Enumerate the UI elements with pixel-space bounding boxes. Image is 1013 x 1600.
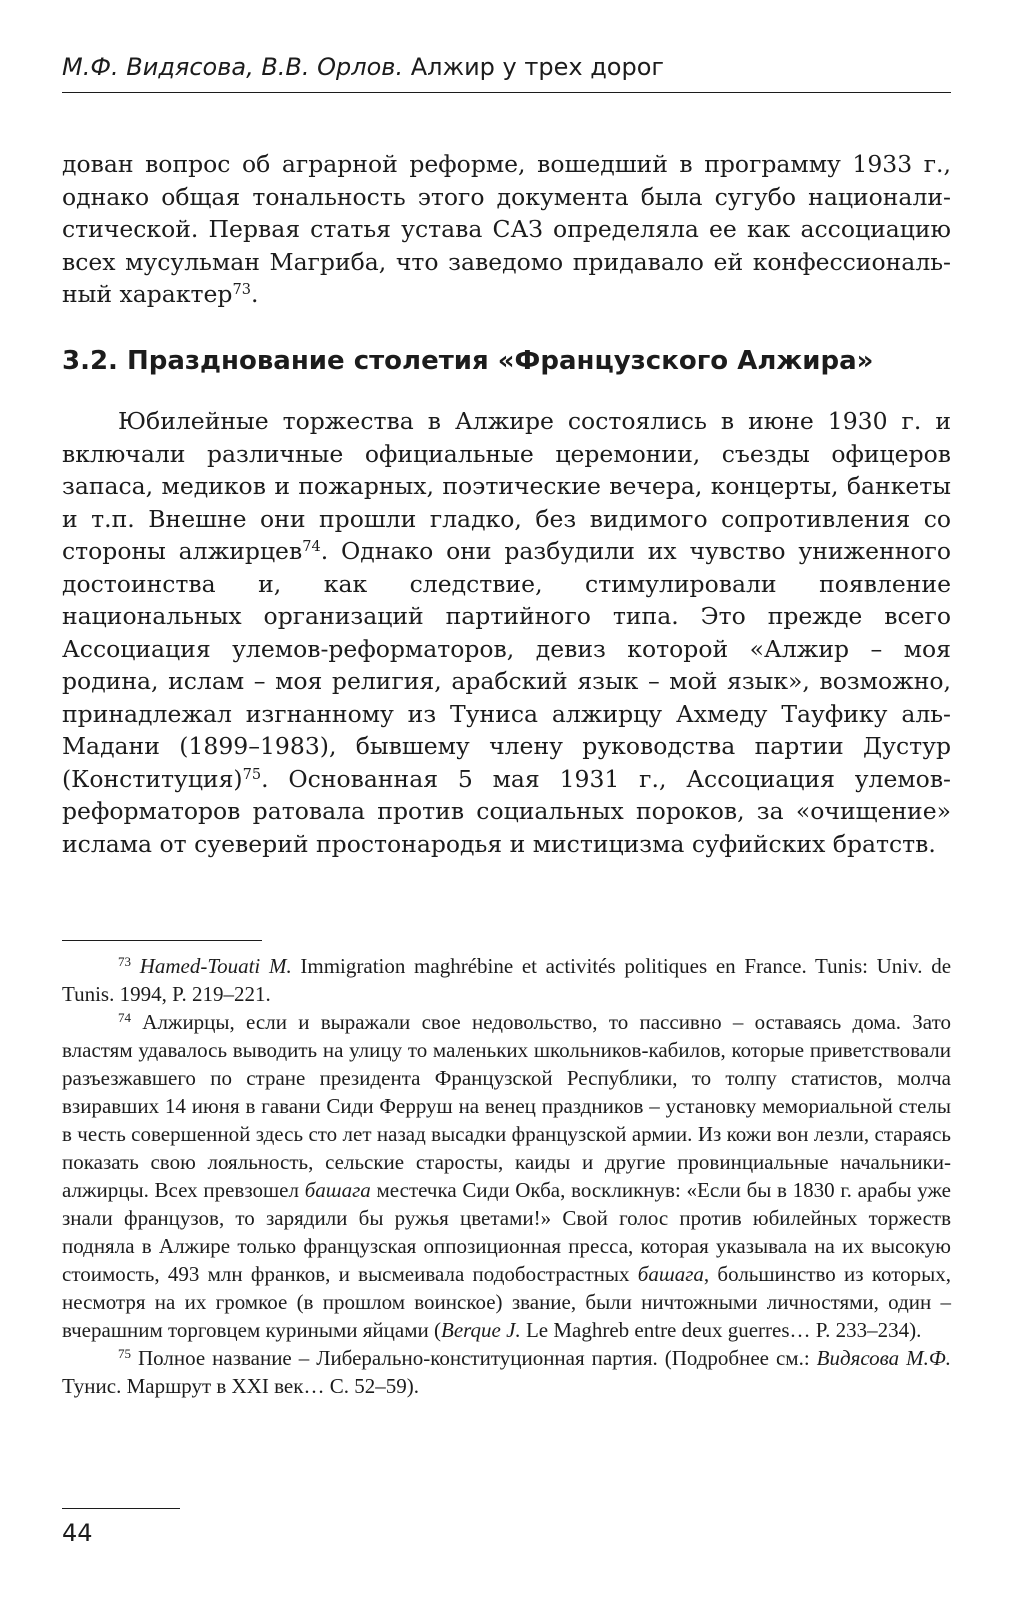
- footnote-number: 74: [118, 1009, 132, 1025]
- footnote-73: [62, 952, 951, 1008]
- footnote-text: , большинство из которых, несмотря на их громкое (в прошлом воинское) звание, были ничтожными личностями, один – вчерашним торговцем куриными яйцами (: [62, 1262, 951, 1342]
- main-text-part-1: Юбилейные торжества в Алжире состоялись в июне 1930 г. и включали различные официальные церемонии, съезды офицеров запаса, медиков и пожарных, поэтические вечера, концерты, банкеты и т.п. Внешне они прошли гладко, без видимого сопротивления со стороны алжирцев: [62, 407, 951, 565]
- footnote-text: Тунис. Маршрут в XXI век… С. 52–59).: [62, 1374, 419, 1398]
- footnote-author: Hamed-Touati M.: [139, 954, 292, 978]
- footnote-text: Алжирцы, если и выражали свое недовольство, то пассивно – оставаясь дома. Зато властям удавалось выводить на улицу то маленьких школьников-кабилов, которые приветствовали разъезжавшего по стране президента Французской Республики, то толпу статистов, молча взиравших 14 июня в гавани Сиди Ферруш на венец праздников – установку мемориальной стелы в честь совершенной здесь сто лет назад высадки французской армии. Из кожи вон лезли, стараясь показать свою лояльность, сельские старосты, каиды и другие провинциальные начальники-алжирцы. Всех превзошел: [62, 1010, 951, 1202]
- footnotes-section: [62, 952, 951, 1400]
- intro-text-end: .: [251, 280, 259, 308]
- footnote-text: Le Maghreb entre deux guerres… P. 233–234).: [520, 1318, 922, 1342]
- footnote-number: 73: [118, 953, 132, 969]
- main-text-part-2: . Однако они разбудили их чувство униженного достоинства и, как следствие, стимулировали появление национальных организаций партийного типа. Это прежде всего Ассоциация улемов-реформаторов, девиз которой «Алжир – моя родина, ислам – моя религия, арабский язык – мой язык», возможно, принадлежал изгнанному из Туниса алжирцу Ахмеду Тауфику аль-Мадани (1899–1983), бывшему члену руководства партии Дустур (Конституция): [62, 537, 951, 793]
- footnote-text: местечка Сиди Окба, воскликнув: «Если бы в 1830 г. арабы уже знали французов, то зарядили бы ружья цветами!» Свой голос против юбилейных торжеств подняла в Алжире только французская оппозиционная пресса, которая указывала на их высокую стоимость, 493 млн франков, и высмеивала подобострастных: [62, 1178, 951, 1286]
- running-header: [62, 52, 951, 82]
- page-number: 44: [62, 1519, 93, 1547]
- intro-paragraph: [62, 148, 951, 311]
- footnote-ref-73[interactable]: 73: [232, 281, 251, 298]
- footnote-74: [62, 1008, 951, 1344]
- footnote-text: Immigration maghrébine et activités politiques en France. Tunis: Univ. de Tunis. 1994, P. 219–221.: [62, 954, 952, 1006]
- footnote-ref-74[interactable]: 74: [302, 538, 321, 555]
- section-heading: 3.2. Празднование столетия «Французского Алжира»: [62, 346, 874, 376]
- footnote-number: 75: [118, 1345, 132, 1361]
- intro-text: дован вопрос об аграрной реформе, вошедший в программу 1933 г., однако общая тональность этого документа была сугубо националистической. Первая статья устава САЗ определяла ее как ассоциацию всех мусульман Магриба, что заведомо придавало ей конфессиональный характер: [62, 150, 951, 308]
- footnote-term: башага: [304, 1178, 371, 1202]
- footnote-author: Berque J.: [441, 1318, 521, 1342]
- header-book-title: Алжир у трех дорог: [403, 53, 664, 81]
- footnote-separator: [62, 940, 262, 941]
- main-text-part-3: . Основанная 5 мая 1931 г., Ассоциация улемов-реформаторов ратовала против социальных пороков, за «очищение» ислама от суеверий простонародья и мистицизма суфийских братств.: [62, 764, 951, 858]
- footnote-text: Полное название – Либерально-конституционная партия. (Подробнее см.:: [131, 1346, 817, 1370]
- header-authors: М.Ф. Видясова, В.В. Орлов.: [62, 53, 404, 81]
- footnote-term: башага: [637, 1262, 704, 1286]
- page-number-rule: [62, 1508, 180, 1509]
- main-paragraph: [62, 405, 951, 860]
- header-rule: [62, 92, 951, 93]
- footnote-author: Видясова М.Ф.: [816, 1346, 951, 1370]
- footnote-ref-75[interactable]: 75: [242, 765, 262, 783]
- footnote-75: [62, 1344, 951, 1400]
